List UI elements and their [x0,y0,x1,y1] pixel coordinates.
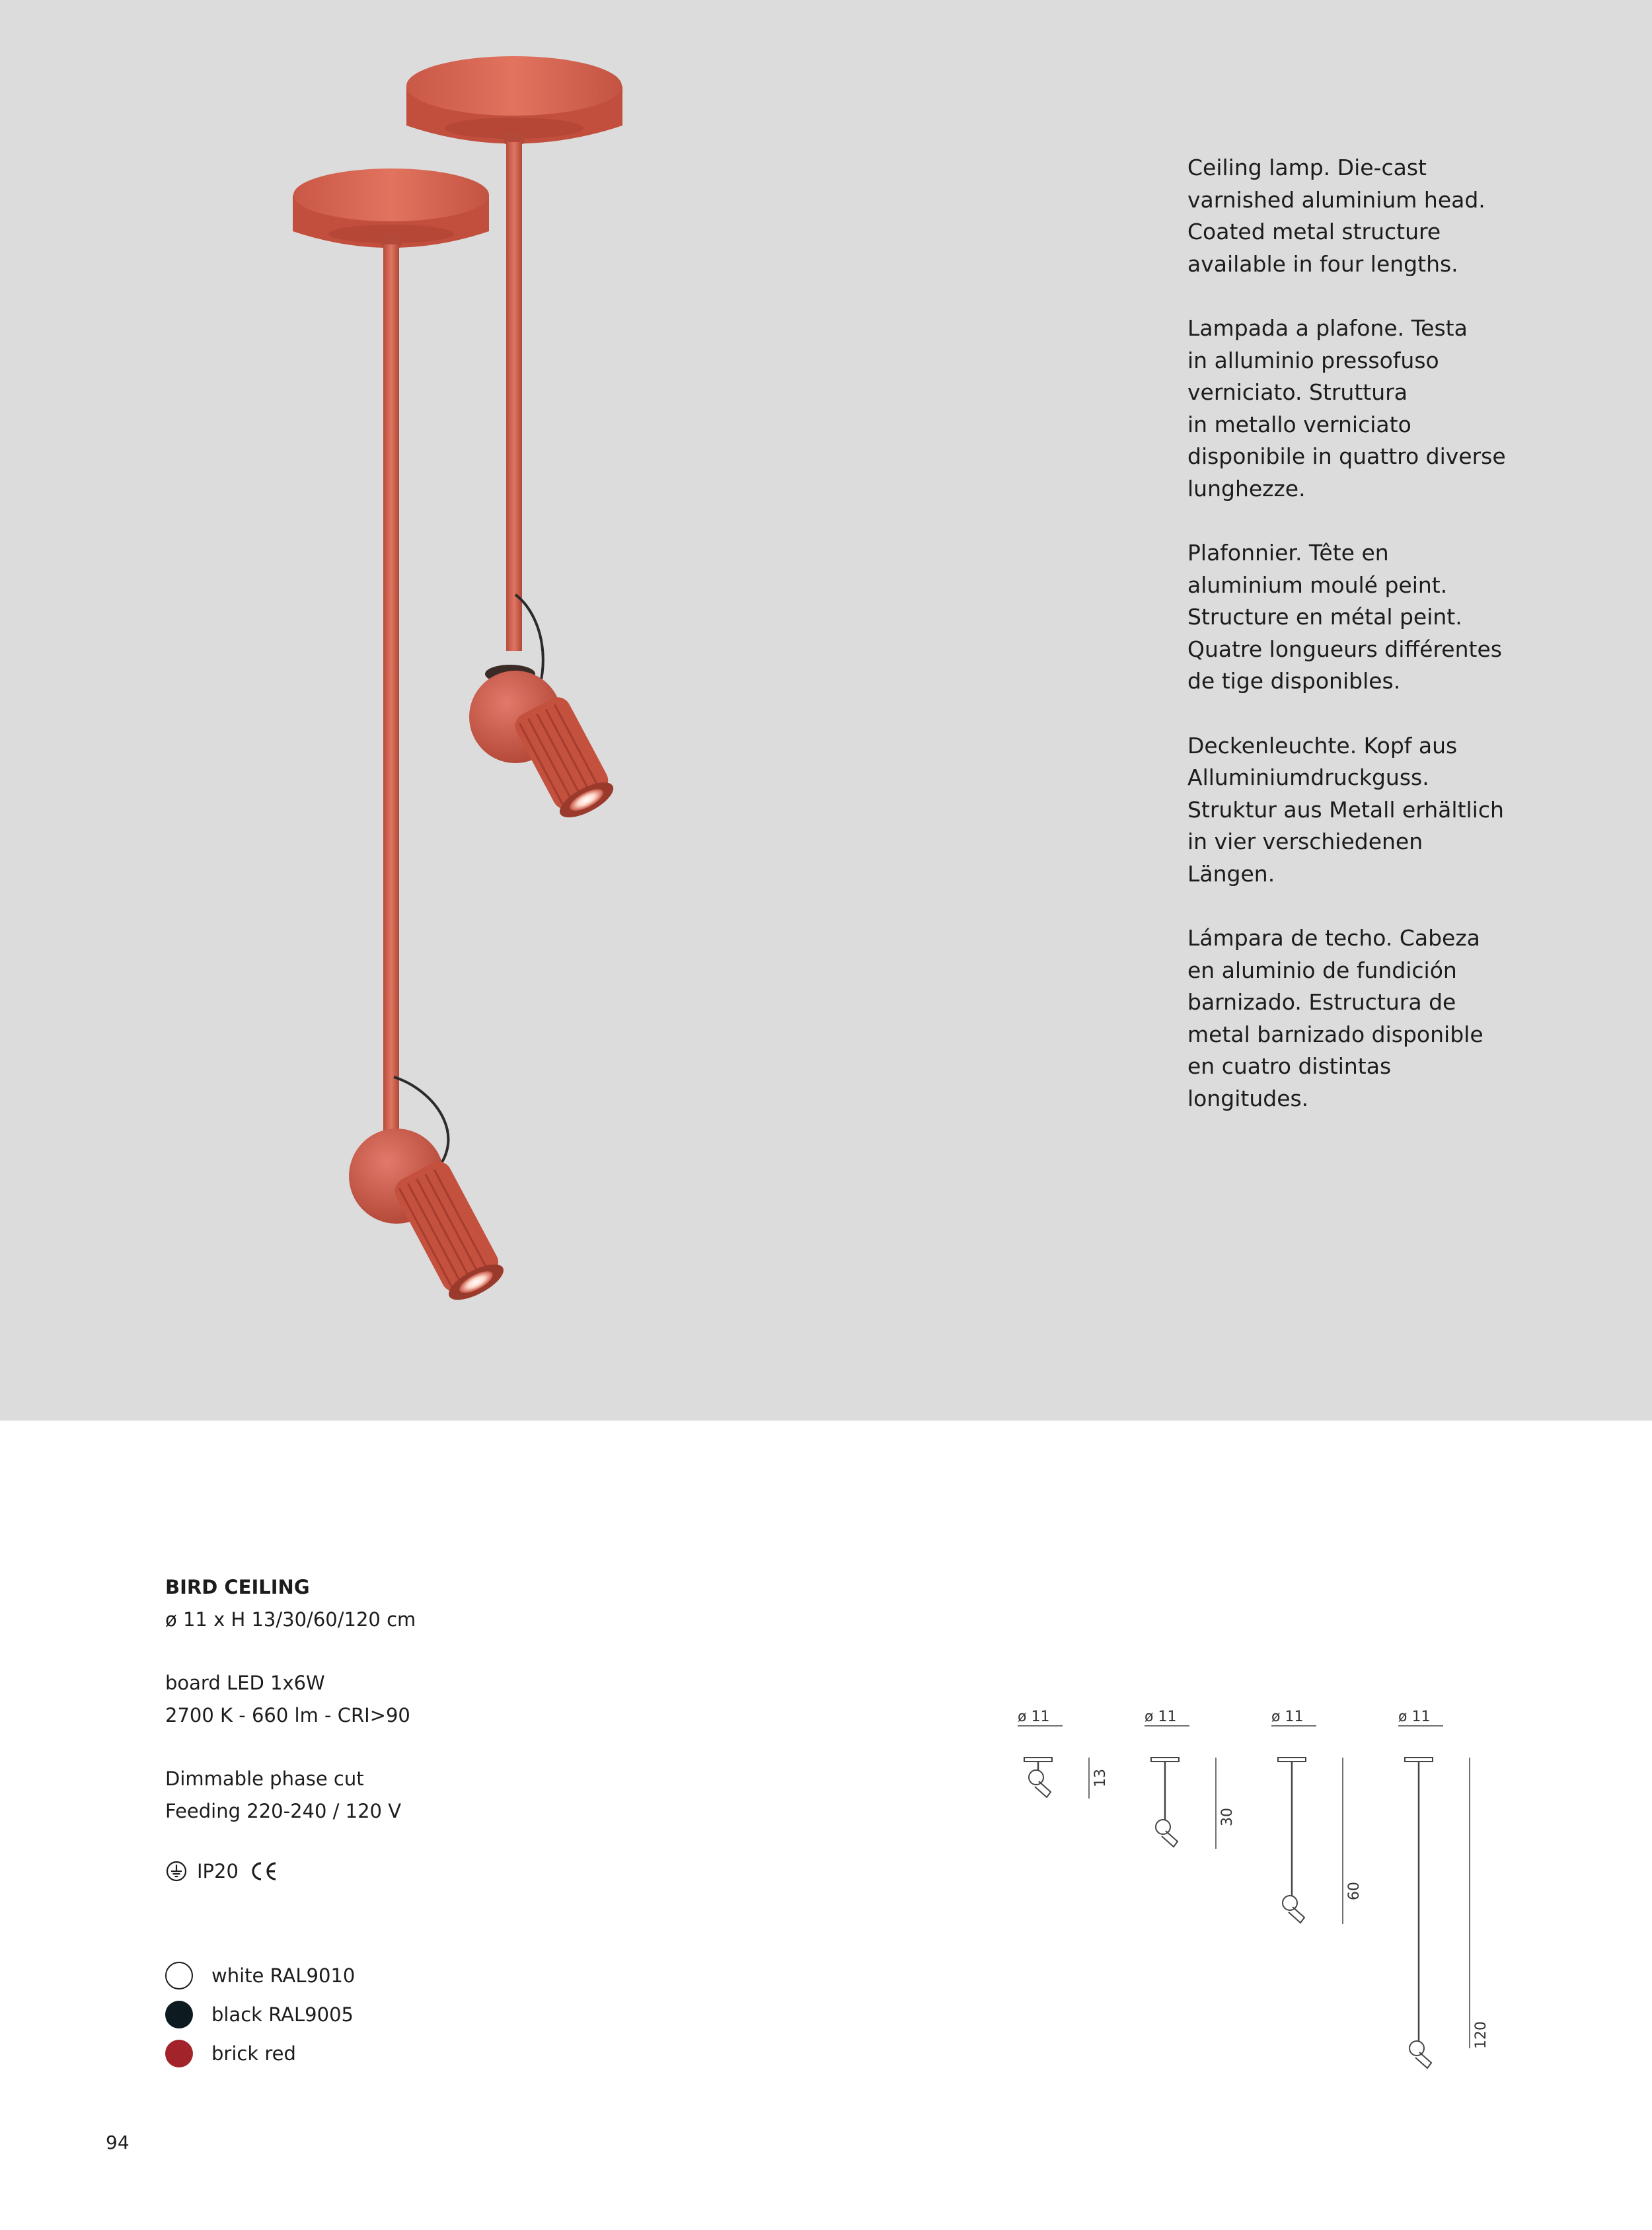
certifications [165,1855,628,1888]
diameter-label: ø 11 [1018,1709,1050,1725]
drawing-h30 [1145,1709,1236,1849]
height-label: 30 [1219,1808,1236,1826]
height-label: 60 [1346,1882,1363,1900]
finish-options [165,1956,355,2073]
swatch-white [165,1962,193,1989]
description-it: Lampada a plafone. Testa in alluminio pressofuso verniciato. Struttura in metallo verniciato disponibile in quattro diverse lunghezze. [1187,315,1506,502]
ground-symbol-icon [165,1860,188,1882]
finish-label: white RAL9010 [211,1964,356,1987]
product-dimensions: ø 11 x H 13/30/60/120 cm [165,1608,416,1631]
ip-rating: IP20 [197,1859,239,1882]
drawing-h60 [1271,1709,1363,1924]
diameter-label: ø 11 [1398,1709,1431,1725]
lamp-short [406,56,622,825]
description-es: Lámpara de techo. Cabeza en aluminio de fundición barnizado. Estructura de metal barnizado disponible en cuatro distintas longitudes. [1187,925,1483,1111]
light-source: board LED 1x6W [165,1672,325,1694]
height-label: 120 [1473,2021,1489,2049]
finish-white [165,1956,355,1995]
drawing-h120 [1398,1709,1489,2068]
diameter-label: ø 11 [1271,1709,1304,1725]
finish-black [165,1995,355,2034]
dimming-info: Dimmable phase cut [165,1767,364,1790]
page-number: 94 [106,2132,130,2153]
ce-mark-icon [248,1860,278,1882]
feeding-info: Feeding 220-240 / 120 V [165,1799,402,1822]
diameter-label: ø 11 [1145,1709,1177,1725]
light-specs: 2700 K - 660 lm - CRI>90 [165,1703,410,1727]
description-en: Ceiling lamp. Die-cast varnished aluminium head. Coated metal structure available in four lengths. [1187,155,1485,277]
description-de: Deckenleuchte. Kopf aus Alluminiumdruckguss. Struktur aus Metall erhältlich in vier verschiedenen Längen. [1187,732,1504,887]
drawing-h13 [1018,1709,1109,1799]
finish-brick-red [165,2034,355,2073]
swatch-brick-red [165,2040,193,2067]
product-name: BIRD CEILING [165,1576,310,1598]
height-label: 13 [1092,1769,1109,1787]
finish-label: black RAL9005 [211,2003,354,2026]
dimension-drawings [991,1691,1520,2075]
finish-label: brick red [211,2042,296,2065]
product-specs [165,1571,628,1888]
swatch-black [165,2001,193,2028]
description-fr: Plafonnier. Tête en aluminium moulé peint. Structure en métal peint. Quatre longueurs différentes de tige disponibles. [1187,540,1502,694]
multilingual-description [1187,152,1558,1147]
